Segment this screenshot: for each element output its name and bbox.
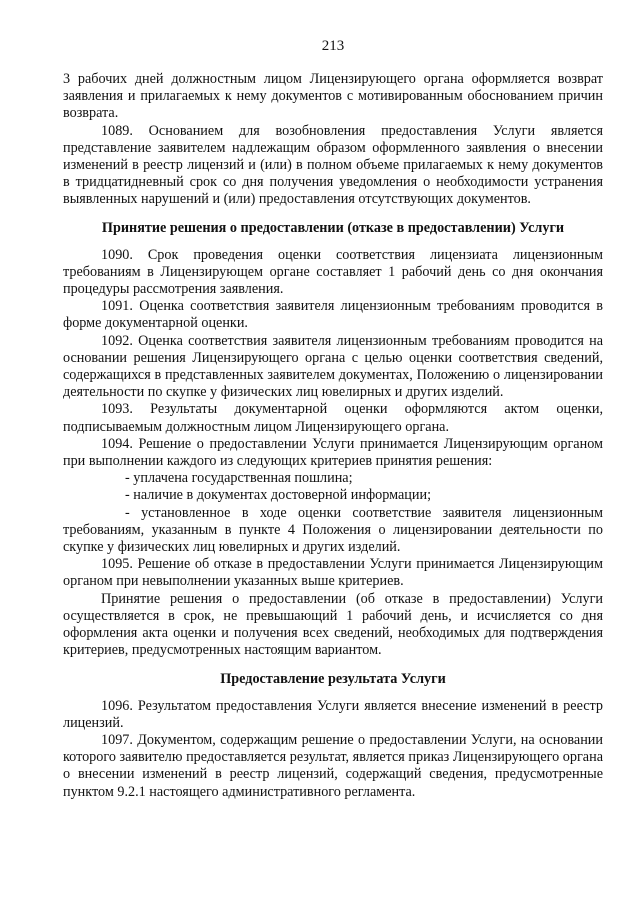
criterion-item-fee: - уплачена государственная пошлина; <box>125 470 353 487</box>
paragraph-1089: 1089. Основанием для возобновления предоставления Услуги является представление заявителем надлежащим образом оформленного заявления о внесении изменений в реестр лицензий и (или) в полном объеме прилагаемых к нему документов в тридцатидневный срок со дня получения уведомления о необходимости устранения выявленных нарушений и (или) предоставления отсутствующих документов. <box>63 122 603 208</box>
section-heading-result: Предоставление результата Услуги <box>220 670 446 687</box>
paragraph-decision-term: Принятие решения о предоставлении (об отказе в предоставлении) Услуги осуществляется в срок, не превышающий 1 рабочий день, и исчисляется со дня оформления акта оценки и получения всех сведений, необходимых для подтверждения критериев, предусмотренных настоящим вариантом. <box>63 590 603 659</box>
paragraph-1092: 1092. Оценка соответствия заявителя лицензионным требованиям проводится на основании решения Лицензирующего органа с целью оценки соответствия сведений, содержащихся в представленных заявителем документах, Положению о лицензировании деятельности по скупке у физических лиц ювелирных и других изделий. <box>63 332 603 401</box>
document-page <box>63 38 603 801</box>
paragraph-1091: 1091. Оценка соответствия заявителя лицензионным требованиям проводится в форме документарной оценки. <box>63 298 603 332</box>
paragraph-return-of-application: 3 рабочих дней должностным лицом Лицензирующего органа оформляется возврат заявления и прилагаемых к нему документов с мотивированным обоснованием причин возврата. <box>63 71 603 122</box>
paragraph-1094: 1094. Решение о предоставлении Услуги принимается Лицензирующим органом при выполнении каждого из следующих критериев принятия решения: <box>63 435 603 470</box>
criterion-item-information: - наличие в документах достоверной информации; <box>125 487 432 504</box>
section-heading-decision: Принятие решения о предоставлении (отказе в предоставлении) Услуги <box>101 219 565 236</box>
paragraph-1095: 1095. Решение об отказе в предоставлении Услуги принимается Лицензирующим органом при невыполнении указанных выше критериев. <box>63 556 603 590</box>
paragraph-1090: 1090. Срок проведения оценки соответствия лицензиата лицензионным требованиям в Лицензирующем органе составляет 1 рабочий день со дня окончания процедуры рассмотрения заявления. <box>63 246 603 298</box>
paragraph-1097: 1097. Документом, содержащим решение о предоставлении Услуги, на основании которого заявителю предоставляется результат, является приказ Лицензирующего органа о внесении изменений в реестр лицензий, содержащий сведения, предусмотренные пунктом 9.2.1 настоящего административного регламента. <box>63 731 603 800</box>
paragraph-1093: 1093. Результаты документарной оценки оформляются актом оценки, подписываемым должностным лицом Лицензирующего органа. <box>63 401 603 435</box>
paragraph-1096: 1096. Результатом предоставления Услуги является внесение изменений в реестр лицензий. <box>63 697 603 731</box>
criterion-item-compliance: - установленное в ходе оценки соответствие заявителя лицензионным требованиям, указанным в пункте 4 Положения о лицензировании деятельности по скупке у физических лиц ювелирных и других изделий. <box>63 504 603 556</box>
page-number: 213 <box>321 38 345 54</box>
